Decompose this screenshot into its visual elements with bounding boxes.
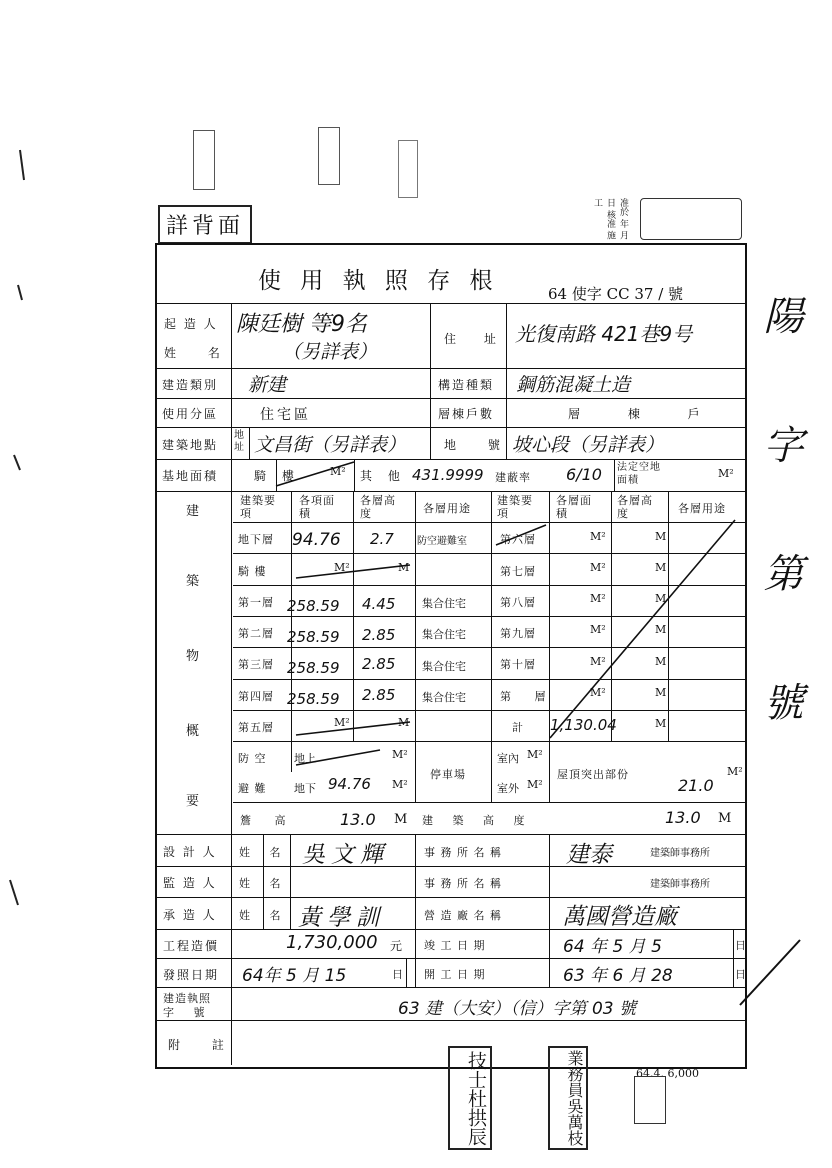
unit-m2: M² xyxy=(392,748,408,761)
roof-label: 屋頂突出部份 xyxy=(557,768,629,781)
designer-suffix: 建築師事務所 xyxy=(650,848,710,859)
start-date-label: 開 工 日 期 xyxy=(424,968,486,981)
other-label: 其 他 xyxy=(360,469,406,483)
site-label: 建築地點 xyxy=(162,438,219,452)
start-date-value: 63 年 6 月 28 xyxy=(563,966,673,986)
head-item-left: 建築要項 xyxy=(240,494,276,520)
structure-label: 構造種類 xyxy=(438,378,495,392)
total-value: 1,130.04 xyxy=(550,716,617,734)
contractor-label: 承 造 人 xyxy=(163,908,217,922)
unit-m2: M² xyxy=(590,623,606,636)
completion-day: 日 xyxy=(735,939,746,952)
unit-m2: M² xyxy=(334,561,350,574)
floor-height: 2.85 xyxy=(362,686,396,704)
supervisor-name-label: 姓 名 xyxy=(239,877,289,890)
unit-m: M xyxy=(655,561,667,574)
lot-value: 坡心段（另詳表） xyxy=(512,434,665,456)
approval-note: 准於 年 月 日 核准 施工 xyxy=(592,198,628,240)
permit-value: 63 建（大安）（信）字第 03 號 xyxy=(398,999,636,1019)
eave-value: 13.0 xyxy=(340,810,376,829)
head-use-right: 各層用途 xyxy=(678,502,726,515)
shelter-label-2: 避 難 xyxy=(238,782,267,795)
shelter-label-1: 防 空 xyxy=(238,752,267,765)
unit-m2: M² xyxy=(590,655,606,668)
form-title: 使 用 執 照 存 根 xyxy=(258,268,499,294)
unit-m: M xyxy=(394,812,408,827)
floor-use: 集合住宅 xyxy=(422,691,466,704)
unit-m2: M² xyxy=(527,778,543,791)
coverage-label: 建蔽率 xyxy=(495,471,531,484)
floor-label: 第三層 xyxy=(238,658,274,671)
cost-label: 工程造價 xyxy=(163,939,220,953)
floor-label: 第二層 xyxy=(238,627,274,640)
roof-value: 21.0 xyxy=(678,776,714,795)
parking-label: 停車場 xyxy=(430,768,466,781)
applicant-label-1: 起 造 人 xyxy=(164,317,218,331)
arcade-label: 騎 樓 xyxy=(254,469,300,483)
site-address: 文昌街（另詳表） xyxy=(254,434,407,456)
eave-label: 簷 高 xyxy=(240,814,296,827)
floor-label: 第一層 xyxy=(238,596,274,609)
issue-day: 日 xyxy=(392,968,403,981)
address-label: 住 址 xyxy=(444,332,508,346)
outdoor-label: 室外 xyxy=(497,782,519,795)
applicant-name: 陳廷樹 等9名 xyxy=(236,312,367,337)
designer-office: 建泰 xyxy=(566,842,612,868)
lot-label: 地 號 xyxy=(444,438,514,452)
category-value: 新建 xyxy=(248,374,287,396)
indoor-label: 室內 xyxy=(497,752,519,765)
floor-area: 258.59 xyxy=(287,690,340,708)
unit-m2: M² xyxy=(392,778,408,791)
floor-use: 集合住宅 xyxy=(422,628,466,641)
zoning-label: 使用分區 xyxy=(162,407,219,421)
margin-handwriting: 陽 字 第 號 xyxy=(757,295,803,760)
floor-height: 2.85 xyxy=(362,626,396,644)
floor-label-right: 第 層 xyxy=(500,690,556,703)
floor-label: 騎 樓 xyxy=(238,565,267,578)
unit-m: M xyxy=(398,561,410,574)
floor-height: 2.85 xyxy=(362,655,396,673)
head-height-left: 各層高度 xyxy=(360,494,396,520)
total-label: 計 xyxy=(512,721,524,734)
applicant-name-sub: （另詳表） xyxy=(282,341,378,363)
unit-m: M xyxy=(718,811,732,826)
floors-label: 層棟戶數 xyxy=(438,407,495,421)
unit-m2: M² xyxy=(590,561,606,574)
category-label: 建造類別 xyxy=(162,378,219,392)
permit-number: 64 使字 CC 37 / 號 xyxy=(548,285,684,303)
legal-open-space-label: 法定空地面積 xyxy=(617,462,661,486)
floor-label-right: 第十層 xyxy=(500,658,536,671)
floor-label-right: 第八層 xyxy=(500,596,536,609)
underground-value: 94.76 xyxy=(328,775,371,793)
supervisor-label: 監 造 人 xyxy=(163,876,217,890)
completion-label: 竣 工 日 期 xyxy=(424,939,486,952)
issue-date-label: 發照日期 xyxy=(163,968,220,982)
floor-height: 4.45 xyxy=(362,595,396,613)
official-stamp-1: 技士杜拱辰 xyxy=(448,1046,492,1150)
floor-area: 258.59 xyxy=(287,628,340,646)
designer-name: 吳文輝 xyxy=(302,842,389,868)
remarks-label: 附 註 xyxy=(168,1038,238,1052)
site-addr-tag: 地址 xyxy=(234,430,244,453)
floor-label: 地下層 xyxy=(238,533,274,546)
unit-m2: M² xyxy=(727,765,743,778)
cost-unit: 元 xyxy=(390,939,403,953)
contractor-name: 黃學訓 xyxy=(298,905,385,931)
site-area-label: 基地面積 xyxy=(162,469,219,483)
unit-m: M xyxy=(655,655,667,668)
floor-label: 第四層 xyxy=(238,690,274,703)
unit-m: M xyxy=(398,716,410,729)
floor-label-right: 第九層 xyxy=(500,627,536,640)
other-value: 431.9999 xyxy=(412,466,484,484)
building-side-label: 建 築 物 概 要 xyxy=(186,504,200,809)
designer-office-label: 事 務 所 名 稱 xyxy=(424,846,502,859)
supervisor-office-label: 事 務 所 名 稱 xyxy=(424,877,502,890)
head-area-right: 各層面積 xyxy=(556,494,592,520)
floor-area: 94.76 xyxy=(292,530,341,550)
floor-area: 258.59 xyxy=(287,659,340,677)
head-height-right: 各層高度 xyxy=(617,494,653,520)
head-item-right: 建築要項 xyxy=(497,494,533,520)
applicant-label-2: 姓 名 xyxy=(164,346,234,360)
print-note: 64.4. 6,000 xyxy=(636,1067,699,1080)
designer-name-label: 姓 名 xyxy=(239,846,289,859)
floor-label-right: 第七層 xyxy=(500,565,536,578)
unit-m2: M² xyxy=(590,592,606,605)
permit-label-1: 建造執照 xyxy=(163,992,211,1005)
ground-label: 地上 xyxy=(294,752,316,765)
issue-date-value: 64年 5 月 15 xyxy=(242,966,347,986)
floor-use: 集合住宅 xyxy=(422,660,466,673)
permit-label-2: 字 號 xyxy=(163,1006,213,1019)
unit-m2: M² xyxy=(590,686,606,699)
floor-use: 集合住宅 xyxy=(422,597,466,610)
official-stamp-2: 業務員吳萬枝 xyxy=(548,1046,588,1150)
legal-open-space-unit: M² xyxy=(718,467,734,480)
building-height-label: 建 築 高 度 xyxy=(422,814,533,827)
structure-value: 鋼筋混凝土造 xyxy=(516,374,631,396)
head-use-left: 各層用途 xyxy=(423,502,471,515)
unit-m: M xyxy=(655,717,667,730)
cost-value: 1,730,000 xyxy=(286,932,378,953)
building-height-value: 13.0 xyxy=(665,808,701,827)
unit-m: M xyxy=(655,592,667,605)
unit-m2: M² xyxy=(334,716,350,729)
coverage-value: 6/10 xyxy=(566,465,602,484)
floor-label-right: 第六層 xyxy=(500,533,536,546)
arcade-unit: M² xyxy=(330,465,346,478)
floors-value: 層 棟 戶 xyxy=(568,407,722,421)
contractor-firm: 萬國營造廠 xyxy=(562,904,677,930)
underground-label: 地下 xyxy=(294,782,316,795)
supervisor-suffix: 建築師事務所 xyxy=(650,879,710,890)
floor-use: 防空避難室 xyxy=(417,536,467,547)
unit-m: M xyxy=(655,623,667,636)
unit-m: M xyxy=(655,530,667,543)
unit-m2: M² xyxy=(527,748,543,761)
floor-label: 第五層 xyxy=(238,721,274,734)
unit-m: M xyxy=(655,686,667,699)
contractor-firm-label: 營 造 廠 名 稱 xyxy=(424,909,502,922)
start-day: 日 xyxy=(735,968,746,981)
back-stamp: 詳背面 xyxy=(158,205,252,244)
head-area-left: 各項面積 xyxy=(299,494,335,520)
completion-value: 64 年 5 月 5 xyxy=(563,937,662,957)
applicant-address: 光復南路 421巷9号 xyxy=(515,322,693,346)
contractor-name-label: 姓 名 xyxy=(239,909,289,922)
unit-m2: M² xyxy=(590,530,606,543)
designer-label: 設 計 人 xyxy=(163,845,217,859)
floor-height: 2.7 xyxy=(370,530,394,548)
floor-area: 258.59 xyxy=(287,597,340,615)
zoning-value: 住宅區 xyxy=(260,407,311,423)
